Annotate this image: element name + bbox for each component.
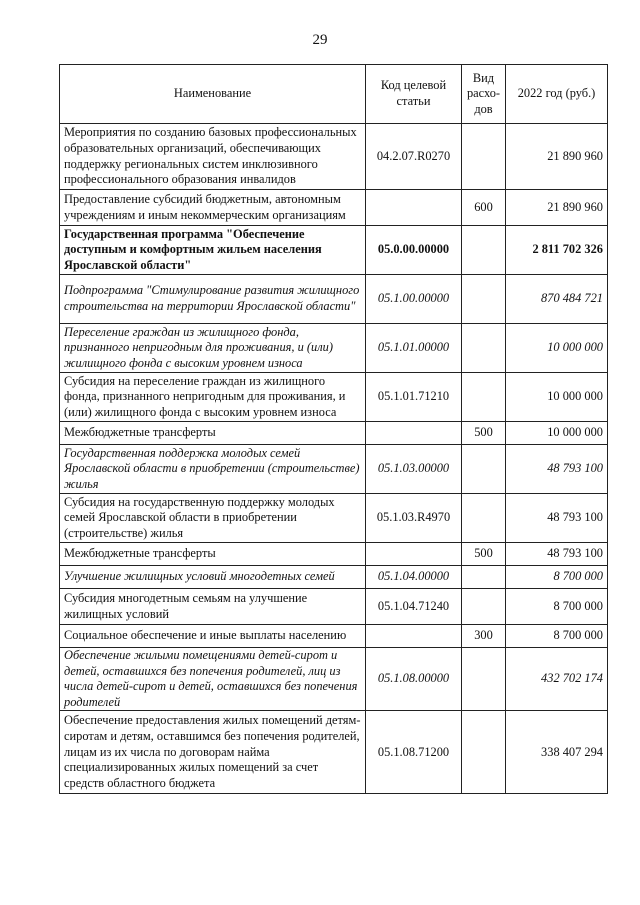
- row-code: [366, 422, 462, 445]
- row-type: [462, 711, 506, 794]
- row-name: Обеспечение предоставления жилых помещений детям-сиротам и детям, оставшимся без попечения родителей, лицам из их числа по договорам найма специализированных жилых помещений за счет средств областного бюджета: [60, 711, 366, 794]
- row-amount: 2 811 702 326: [506, 226, 608, 275]
- table-row: [60, 648, 608, 711]
- row-name: Государственная программа "Обеспечение доступным и комфортным жильем населения Ярославской области": [60, 226, 366, 275]
- table-row: [60, 226, 608, 275]
- row-amount: 8 700 000: [506, 625, 608, 648]
- row-amount: 10 000 000: [506, 422, 608, 445]
- row-type: [462, 124, 506, 190]
- table-row: [60, 422, 608, 445]
- row-amount: 338 407 294: [506, 711, 608, 794]
- row-type: [462, 324, 506, 373]
- header-code: Код целевой статьи: [366, 65, 462, 124]
- budget-table: [59, 64, 608, 794]
- row-name: Государственная поддержка молодых семей Ярославской области в приобретении (строительстве) жилья: [60, 445, 366, 494]
- row-amount: 48 793 100: [506, 445, 608, 494]
- table-row: [60, 373, 608, 422]
- row-type: [462, 648, 506, 711]
- row-amount: 8 700 000: [506, 566, 608, 589]
- row-amount: 10 000 000: [506, 373, 608, 422]
- row-code: 05.1.03.00000: [366, 445, 462, 494]
- row-type: 500: [462, 422, 506, 445]
- table-row: [60, 324, 608, 373]
- row-amount: 8 700 000: [506, 589, 608, 625]
- table-header-row: [60, 65, 608, 124]
- table-row: [60, 190, 608, 226]
- table-row: [60, 625, 608, 648]
- row-type: 500: [462, 543, 506, 566]
- row-code: 05.1.01.71210: [366, 373, 462, 422]
- row-code: 04.2.07.R0270: [366, 124, 462, 190]
- row-code: [366, 190, 462, 226]
- row-type: [462, 373, 506, 422]
- row-name: Предоставление субсидий бюджетным, автономным учреждениям и иным некоммерческим организациям: [60, 190, 366, 226]
- table-row: [60, 445, 608, 494]
- row-code: 05.1.04.00000: [366, 566, 462, 589]
- row-name: Субсидия на переселение граждан из жилищного фонда, признанного непригодным для проживания, и (или) жилищного фонда с высоким уровнем износа: [60, 373, 366, 422]
- row-name: Улучшение жилищных условий многодетных семей: [60, 566, 366, 589]
- row-code: 05.0.00.00000: [366, 226, 462, 275]
- row-type: [462, 589, 506, 625]
- row-name: Мероприятия по созданию базовых профессиональных образовательных организаций, обеспечивающих поддержку региональных систем инклюзивного профессионального образования инвалидов: [60, 124, 366, 190]
- row-type: 600: [462, 190, 506, 226]
- table-row: [60, 566, 608, 589]
- table-row: [60, 711, 608, 794]
- row-amount: 48 793 100: [506, 543, 608, 566]
- row-code: 05.1.08.00000: [366, 648, 462, 711]
- row-code: 05.1.04.71240: [366, 589, 462, 625]
- table-row: [60, 589, 608, 625]
- row-type: [462, 275, 506, 324]
- row-name: Подпрограмма "Стимулирование развития жилищного строительства на территории Ярославской области": [60, 275, 366, 324]
- header-type: Вид расхо-дов: [462, 65, 506, 124]
- row-amount: 432 702 174: [506, 648, 608, 711]
- row-amount: 21 890 960: [506, 124, 608, 190]
- row-name: Межбюджетные трансферты: [60, 543, 366, 566]
- row-name: Субсидия многодетным семьям на улучшение жилищных условий: [60, 589, 366, 625]
- row-type: [462, 494, 506, 543]
- row-code: 05.1.08.71200: [366, 711, 462, 794]
- row-type: [462, 445, 506, 494]
- row-amount: 870 484 721: [506, 275, 608, 324]
- row-type: [462, 566, 506, 589]
- table-row: [60, 275, 608, 324]
- header-amount: 2022 год (руб.): [506, 65, 608, 124]
- row-code: 05.1.01.00000: [366, 324, 462, 373]
- row-name: Межбюджетные трансферты: [60, 422, 366, 445]
- row-name: Субсидия на государственную поддержку молодых семей Ярославской области в приобретении (строительстве) жилья: [60, 494, 366, 543]
- row-type: 300: [462, 625, 506, 648]
- row-type: [462, 226, 506, 275]
- row-amount: 48 793 100: [506, 494, 608, 543]
- row-code: [366, 625, 462, 648]
- table-row: [60, 543, 608, 566]
- row-amount: 10 000 000: [506, 324, 608, 373]
- row-name: Социальное обеспечение и иные выплаты населению: [60, 625, 366, 648]
- row-amount: 21 890 960: [506, 190, 608, 226]
- row-code: 05.1.03.R4970: [366, 494, 462, 543]
- row-code: [366, 543, 462, 566]
- table-row: [60, 124, 608, 190]
- table-row: [60, 494, 608, 543]
- page-number: 29: [312, 32, 328, 48]
- header-name: Наименование: [60, 65, 366, 124]
- row-name: Обеспечение жилыми помещениями детей-сирот и детей, оставшихся без попечения родителей, лиц из числа детей-сирот и детей, оставшихся без попечения родителей: [60, 648, 366, 711]
- row-name: Переселение граждан из жилищного фонда, признанного непригодным для проживания, и (или) жилищного фонда с высоким уровнем износа: [60, 324, 366, 373]
- row-code: 05.1.00.00000: [366, 275, 462, 324]
